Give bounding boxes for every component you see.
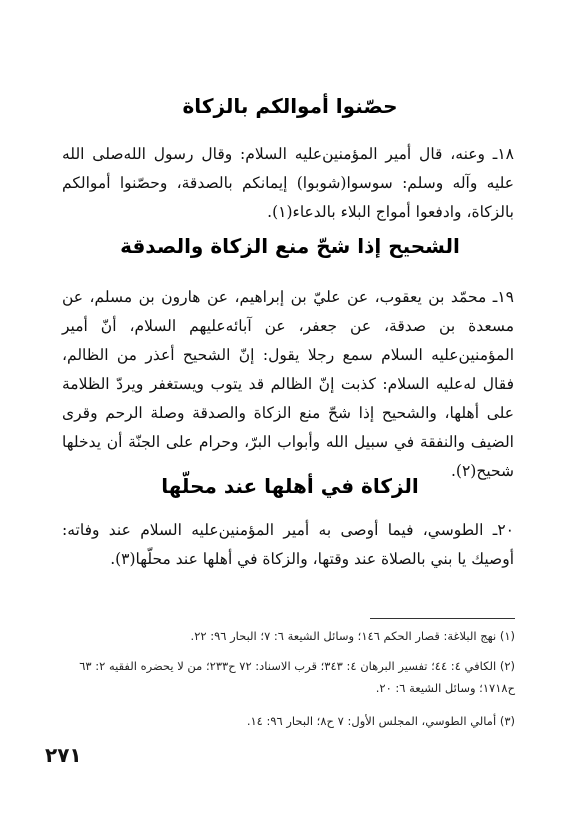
- page-number: ٢٧١: [45, 743, 82, 767]
- hadith-paragraph-19: ١٩ـ محمّد بن يعقوب، عن عليّ بن إبراهيم، عن هارون بن مسلم، عن مسعدة بن صدقة، عن جعفر، عن آبائه‌عليهم السلام، أنّ أمير المؤمنين‌عليه السلام سمع رجلا يقول: إنّ الشحيح أعذر من الظالم، فقال له‌عليه السلام: كذبت إنّ الظالم قد يتوب ويستغفر ويردّ الظلامة على أهلها، والشحيح إذا شحّ منع الزكاة والصدقة وصلة الرحم وقرى الضيف والنفقة في سبيل الله وأبواب البرّ، وحرام على الجنّة أن يدخلها شحيح(٢).: [62, 288, 514, 480]
- hadith-paragraph-18: ١٨ـ وعنه، قال أمير المؤمنين‌عليه السلام: وقال رسول الله‌صلى الله عليه وآله وسلم: سوسوا(شوبوا) إيمانكم بالصدقة، وحصّنوا أموالكم بالزكاة، وادفعوا أمواج البلاء بالدعاء(١).: [62, 145, 515, 221]
- hadith-paragraph-20: ٢٠ـ الطوسي، فيما أوصى به أمير المؤمنين‌عليه السلام عند وفاته: أوصيك يا بني بالصلاة عند وقتها، والزكاة في أهلها عند محلّها(٣).: [62, 521, 514, 568]
- footnote-divider: [370, 618, 515, 619]
- section-heading-miser: الشحيح إذا شحّ منع الزكاة والصدقة: [120, 234, 460, 258]
- section-heading-zakat-protection: حصّنوا أموالكم بالزكاة: [182, 94, 398, 118]
- footnote-2: (٢) الكافي ٤: ٤٤؛ تفسير البرهان ٤: ٣٤٣؛ قرب الاسناد: ٧٢ ح٢٣٣؛ من لا يحضره الفقيه ٢: ٦٣ ح١٧١٨؛ وسائل الشيعة ٦: ٢٠.: [79, 659, 515, 695]
- footnote-1: (١) نهج البلاغة: قصار الحكم ١٤٦؛ وسائل الشيعة ٦: ٧؛ البحار ٩٦: ٢٢.: [190, 629, 515, 643]
- section-heading-zakat-to-its-people: الزكاة في أهلها عند محلّها: [161, 474, 419, 498]
- footnote-3: (٣) أمالي الطوسي، المجلس الأول: ٧ ح٨؛ البحار ٩٦: ١٤.: [246, 714, 515, 728]
